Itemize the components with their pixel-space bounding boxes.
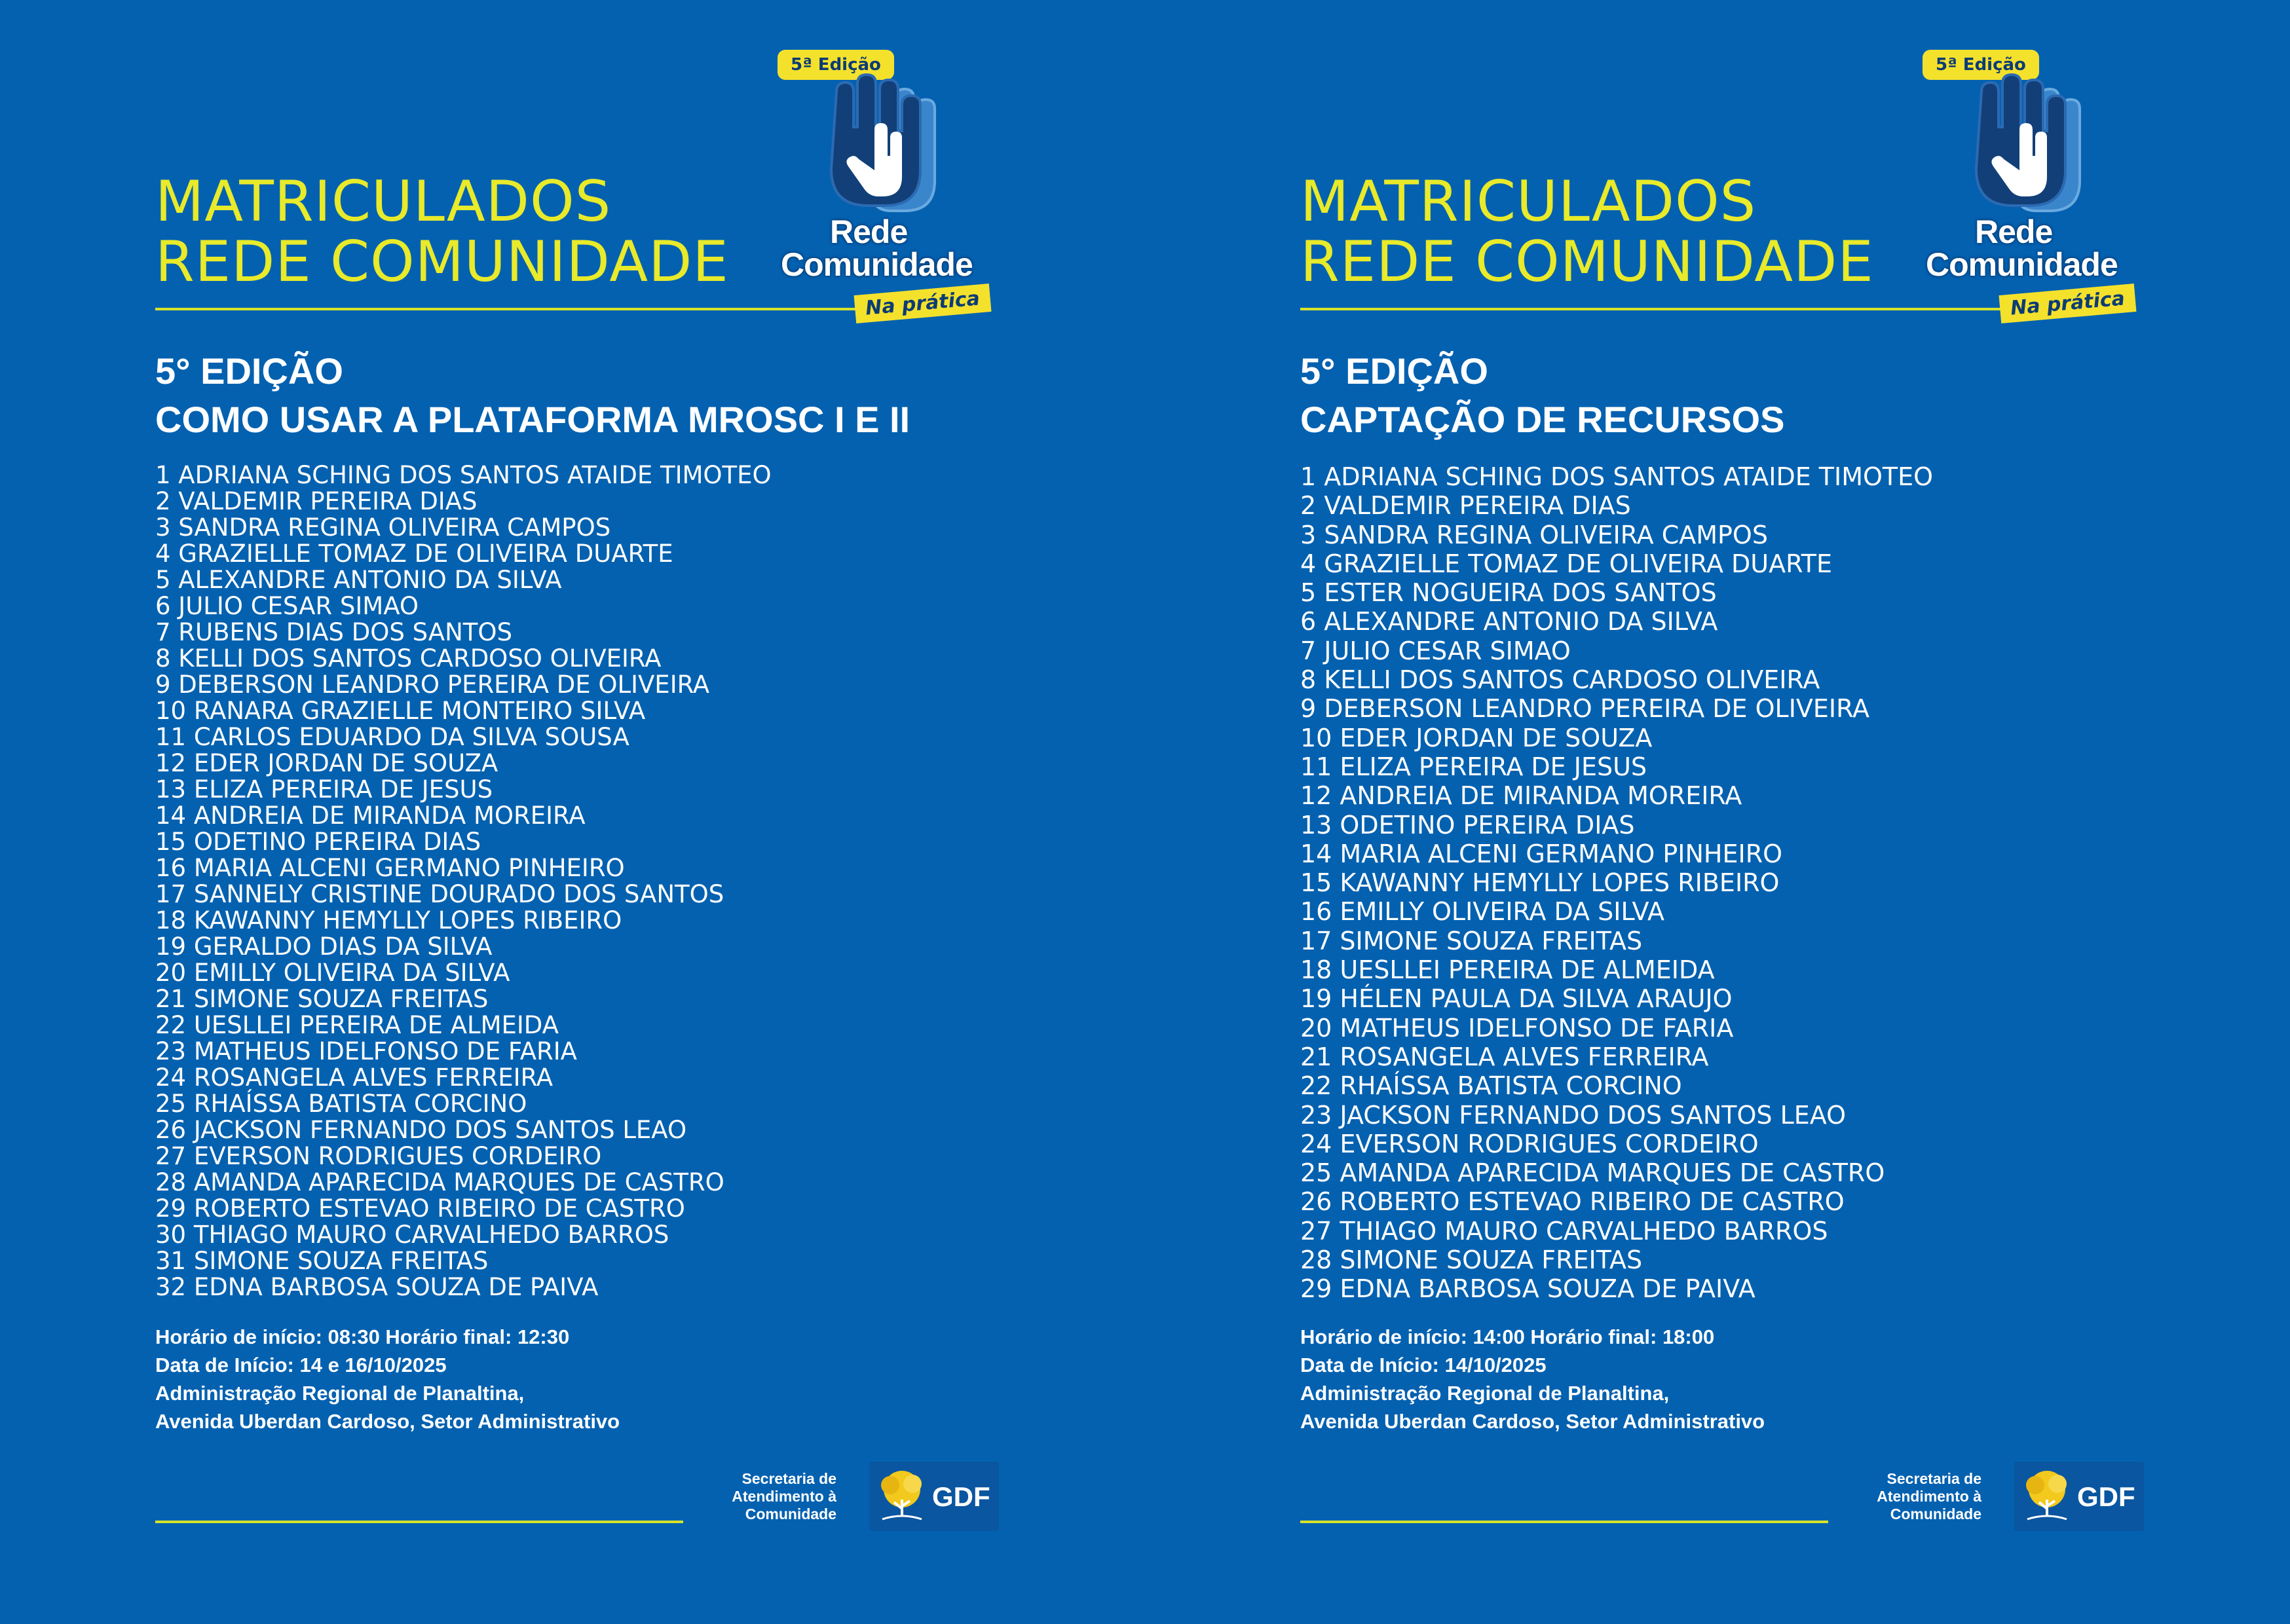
list-item: 28 SIMONE SOUZA FREITAS	[1300, 1246, 1643, 1275]
list-item: 5 ESTER NOGUEIRA DOS SANTOS	[1300, 578, 1717, 608]
list-item: 11 ELIZA PEREIRA DE JESUS	[1300, 752, 1647, 781]
place-text: Administração Regional de Planaltina,	[1300, 1382, 1670, 1405]
edition-title: 5° EDIÇÃO	[1300, 350, 1488, 392]
list-item: 20 MATHEUS IDELFONSO DE FARIA	[1300, 1013, 1734, 1043]
hands-icon	[797, 72, 994, 223]
event-info	[155, 1323, 620, 1435]
address-text: Avenida Uberdan Cardoso, Setor Administrativo	[1300, 1410, 1765, 1433]
course-heading	[1300, 347, 1784, 444]
list-item: 29 EDNA BARBOSA SOUZA DE PAIVA	[1300, 1274, 1755, 1304]
secretaria-line2: Atendimento à	[732, 1488, 836, 1505]
rede-comunidade-logo	[1923, 46, 2198, 334]
logo-word-rede: Rede	[830, 213, 908, 250]
secretaria-line2: Atendimento à	[1877, 1488, 1981, 1505]
list-item: 8 KELLI DOS SANTOS CARDOSO OLIVEIRA	[1300, 665, 1820, 695]
headline-line1: MATRICULADOS	[155, 169, 612, 234]
logo-word-comunidade: Comunidade	[781, 246, 973, 283]
list-item: 6 JULIO CESAR SIMAO	[155, 592, 419, 620]
list-item: 2 VALDEMIR PEREIRA DIAS	[1300, 491, 1631, 521]
bottom-divider	[1300, 1521, 1828, 1523]
logo-word-rede: Rede	[1975, 213, 2053, 250]
list-item: 26 JACKSON FERNANDO DOS SANTOS LEAO	[155, 1116, 687, 1144]
course-title: CAPTAÇÃO DE RECURSOS	[1300, 399, 1785, 440]
list-item: 3 SANDRA REGINA OLIVEIRA CAMPOS	[1300, 520, 1768, 549]
headline-line2: REDE COMUNIDADE	[155, 229, 729, 295]
list-item: 25 RHAÍSSA BATISTA CORCINO	[155, 1090, 527, 1118]
list-item: 23 JACKSON FERNANDO DOS SANTOS LEAO	[1300, 1100, 1847, 1130]
date-text: Data de Início: 14 e 16/10/2025	[155, 1354, 447, 1376]
list-item: 14 MARIA ALCENI GERMANO PINHEIRO	[1300, 839, 1783, 868]
headline	[155, 169, 729, 295]
list-item: 8 KELLI DOS SANTOS CARDOSO OLIVEIRA	[155, 644, 662, 673]
headline-line1: MATRICULADOS	[1300, 169, 1757, 234]
list-item: 1 ADRIANA SCHING DOS SANTOS ATAIDE TIMOTEO	[1300, 462, 1934, 491]
secretaria-logo-text	[1850, 1470, 1981, 1523]
schedule-text: Horário de início: 08:30 Horário final: 12:30	[155, 1325, 570, 1348]
list-item: 16 MARIA ALCENI GERMANO PINHEIRO	[155, 854, 625, 882]
secretaria-line3: Comunidade	[1890, 1505, 1981, 1522]
headline-line2: REDE COMUNIDADE	[1300, 229, 1874, 295]
list-item: 17 SIMONE SOUZA FREITAS	[1300, 926, 1643, 955]
secretaria-line1: Secretaria de	[741, 1470, 836, 1487]
list-item: 21 SIMONE SOUZA FREITAS	[155, 985, 489, 1013]
list-item: 9 DEBERSON LEANDRO PEREIRA DE OLIVEIRA	[1300, 694, 1869, 724]
list-item: 24 ROSANGELA ALVES FERREIRA	[155, 1063, 554, 1092]
course-title: COMO USAR A PLATAFORMA MROSC I E II	[155, 399, 910, 440]
list-item: 5 ALEXANDRE ANTONIO DA SILVA	[155, 566, 562, 594]
list-item: 22 RHAÍSSA BATISTA CORCINO	[1300, 1071, 1682, 1101]
logo-tagline: Na prática	[854, 284, 992, 323]
logo-word-comunidade: Comunidade	[1926, 246, 2118, 283]
list-item: 10 RANARA GRAZIELLE MONTEIRO SILVA	[155, 697, 646, 725]
list-item: 7 RUBENS DIAS DOS SANTOS	[155, 618, 512, 646]
list-item: 23 MATHEUS IDELFONSO DE FARIA	[155, 1037, 577, 1065]
list-item: 4 GRAZIELLE TOMAZ DE OLIVEIRA DUARTE	[1300, 549, 1832, 578]
ipe-tree-icon	[2021, 1468, 2073, 1524]
enrolled-list	[1300, 462, 1933, 1304]
gdf-logo	[869, 1462, 999, 1531]
list-item: 16 EMILLY OLIVEIRA DA SILVA	[1300, 897, 1665, 927]
secretaria-line1: Secretaria de	[1886, 1470, 1981, 1487]
edition-title: 5° EDIÇÃO	[155, 350, 343, 392]
place-text: Administração Regional de Planaltina,	[155, 1382, 525, 1405]
list-item: 28 AMANDA APARECIDA MARQUES DE CASTRO	[155, 1168, 724, 1196]
list-item: 6 ALEXANDRE ANTONIO DA SILVA	[1300, 607, 1718, 637]
list-item: 18 UESLLEI PEREIRA DE ALMEIDA	[1300, 955, 1715, 985]
list-item: 19 GERALDO DIAS DA SILVA	[155, 932, 493, 961]
list-item: 14 ANDREIA DE MIRANDA MOREIRA	[155, 802, 586, 830]
enrolled-list	[155, 462, 772, 1301]
panel-right	[1145, 0, 2290, 1624]
list-item: 27 THIAGO MAURO CARVALHEDO BARROS	[1300, 1216, 1828, 1246]
edition-badge: 5ª Edição	[778, 50, 894, 80]
logo-tagline: Na prática	[1999, 284, 2137, 323]
list-item: 11 CARLOS EDUARDO DA SILVA SOUSA	[155, 723, 629, 751]
list-item: 15 ODETINO PEREIRA DIAS	[155, 828, 481, 856]
address-text: Avenida Uberdan Cardoso, Setor Administrativo	[155, 1410, 620, 1433]
list-item: 18 KAWANNY HEMYLLY LOPES RIBEIRO	[155, 906, 622, 934]
list-item: 27 EVERSON RODRIGUES CORDEIRO	[155, 1142, 602, 1170]
list-item: 29 ROBERTO ESTEVAO RIBEIRO DE CASTRO	[155, 1194, 685, 1223]
secretaria-line3: Comunidade	[745, 1505, 836, 1522]
list-item: 26 ROBERTO ESTEVAO RIBEIRO DE CASTRO	[1300, 1187, 1845, 1217]
edition-badge: 5ª Edição	[1923, 50, 2039, 80]
list-item: 19 HÉLEN PAULA DA SILVA ARAUJO	[1300, 984, 1733, 1014]
list-item: 31 SIMONE SOUZA FREITAS	[155, 1247, 489, 1275]
list-item: 30 THIAGO MAURO CARVALHEDO BARROS	[155, 1221, 669, 1249]
list-item: 17 SANNELY CRISTINE DOURADO DOS SANTOS	[155, 880, 724, 908]
list-item: 20 EMILLY OLIVEIRA DA SILVA	[155, 959, 510, 987]
list-item: 7 JULIO CESAR SIMAO	[1300, 636, 1571, 665]
course-heading	[155, 347, 910, 444]
date-text: Data de Início: 14/10/2025	[1300, 1354, 1547, 1376]
list-item: 13 ODETINO PEREIRA DIAS	[1300, 810, 1635, 840]
list-item: 22 UESLLEI PEREIRA DE ALMEIDA	[155, 1011, 559, 1039]
list-item: 9 DEBERSON LEANDRO PEREIRA DE OLIVEIRA	[155, 671, 710, 699]
list-item: 2 VALDEMIR PEREIRA DIAS	[155, 487, 478, 515]
list-item: 1 ADRIANA SCHING DOS SANTOS ATAIDE TIMOTEO	[155, 461, 772, 489]
secretaria-logo-text	[705, 1470, 836, 1523]
list-item: 15 KAWANNY HEMYLLY LOPES RIBEIRO	[1300, 868, 1780, 898]
headline	[1300, 169, 1874, 295]
list-item: 21 ROSANGELA ALVES FERREIRA	[1300, 1042, 1709, 1071]
gdf-logo	[2014, 1462, 2144, 1531]
list-item: 13 ELIZA PEREIRA DE JESUS	[155, 775, 493, 803]
gdf-text: GDF	[2077, 1481, 2135, 1512]
gdf-text: GDF	[932, 1481, 990, 1512]
list-item: 10 EDER JORDAN DE SOUZA	[1300, 723, 1653, 752]
bottom-divider	[155, 1521, 683, 1523]
schedule-text: Horário de início: 14:00 Horário final: 18:00	[1300, 1325, 1715, 1348]
list-item: 3 SANDRA REGINA OLIVEIRA CAMPOS	[155, 513, 611, 542]
event-info	[1300, 1323, 1765, 1435]
ipe-tree-icon	[876, 1468, 928, 1524]
rede-comunidade-logo	[778, 46, 1053, 334]
list-item: 32 EDNA BARBOSA SOUZA DE PAIVA	[155, 1273, 599, 1301]
hands-icon	[1942, 72, 2139, 223]
list-item: 24 EVERSON RODRIGUES CORDEIRO	[1300, 1129, 1759, 1158]
list-item: 4 GRAZIELLE TOMAZ DE OLIVEIRA DUARTE	[155, 540, 673, 568]
list-item: 12 ANDREIA DE MIRANDA MOREIRA	[1300, 781, 1742, 811]
list-item: 12 EDER JORDAN DE SOUZA	[155, 749, 498, 777]
list-item: 25 AMANDA APARECIDA MARQUES DE CASTRO	[1300, 1158, 1885, 1188]
